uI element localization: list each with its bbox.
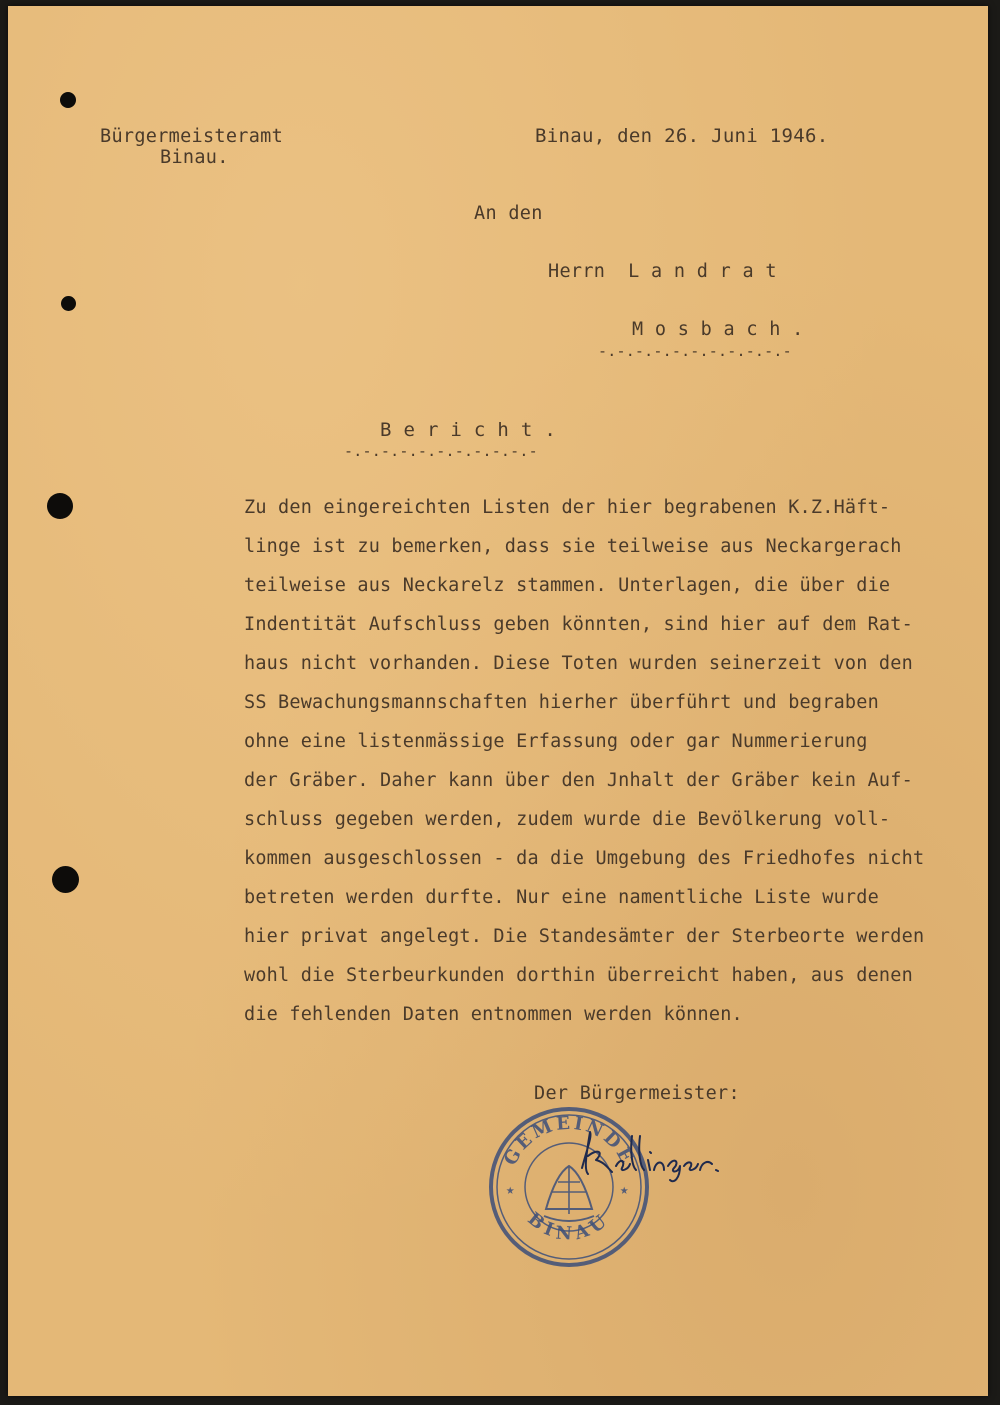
- svg-text:★: ★: [506, 1182, 515, 1198]
- body-line: der Gräber. Daher kann über den Jnhalt der Gräber kein Auf-: [244, 770, 913, 791]
- body-line: betreten werden durfte. Nur eine namentliche Liste wurde: [244, 887, 879, 908]
- body-line: linge ist zu bemerken, dass sie teilweise aus Neckargerach: [244, 536, 902, 557]
- body-line: die fehlenden Daten entnommen werden können.: [244, 1004, 743, 1025]
- date-line: Binau, den 26. Juni 1946.: [535, 125, 829, 147]
- punch-hole: [61, 296, 76, 311]
- stamp-bottom-text: BINAU: [523, 1208, 615, 1245]
- svg-text:★: ★: [620, 1182, 629, 1198]
- recipient-line-3: M o s b a c h .: [632, 319, 804, 340]
- handwritten-signature: [574, 1126, 724, 1186]
- heading-underline: -.-.-.-.-.-.-.-.-.-.-: [344, 442, 538, 460]
- punch-hole: [47, 493, 73, 519]
- body-line: ohne eine listenmässige Erfassung oder gar Nummerierung: [244, 731, 868, 752]
- closing-line: Der Bürgermeister:: [534, 1083, 740, 1104]
- document-page: [8, 6, 988, 1396]
- letterhead-town: Binau.: [160, 147, 229, 168]
- body-line: SS Bewachungsmannschaften hierher überführt und begraben: [244, 692, 879, 713]
- stamp-top-text: GEMEINDE: [499, 1112, 639, 1170]
- body-line: Zu den eingereichten Listen der hier begrabenen K.Z.Häft-: [244, 497, 891, 518]
- body-line: kommen ausgeschlossen - da die Umgebung des Friedhofes nicht: [244, 848, 925, 869]
- recipient-underline: -.-.-.-.-.-.-.-.-.-.-: [598, 342, 792, 360]
- recipient-line-1: An den: [474, 203, 543, 224]
- body-line: wohl die Sterbeurkunden dorthin überreicht haben, aus denen: [244, 965, 913, 986]
- body-line: teilweise aus Neckarelz stammen. Unterlagen, die über die: [244, 575, 891, 596]
- recipient-line-2: Herrn L a n d r a t: [548, 261, 777, 282]
- body-line: schluss gegeben werden, zudem wurde die Bevölkerung voll-: [244, 809, 891, 830]
- body-line: haus nicht vorhanden. Diese Toten wurden seinerzeit von den: [244, 653, 913, 674]
- punch-hole: [52, 866, 79, 893]
- letterhead-office: Bürgermeisteramt: [100, 126, 284, 147]
- body-line: Indentität Aufschluss geben könnten, sind hier auf dem Rat-: [244, 614, 913, 635]
- body-line: hier privat angelegt. Die Standesämter der Sterbeorte werden: [244, 926, 925, 947]
- punch-hole: [60, 92, 76, 108]
- report-heading: B e r i c h t .: [380, 419, 557, 441]
